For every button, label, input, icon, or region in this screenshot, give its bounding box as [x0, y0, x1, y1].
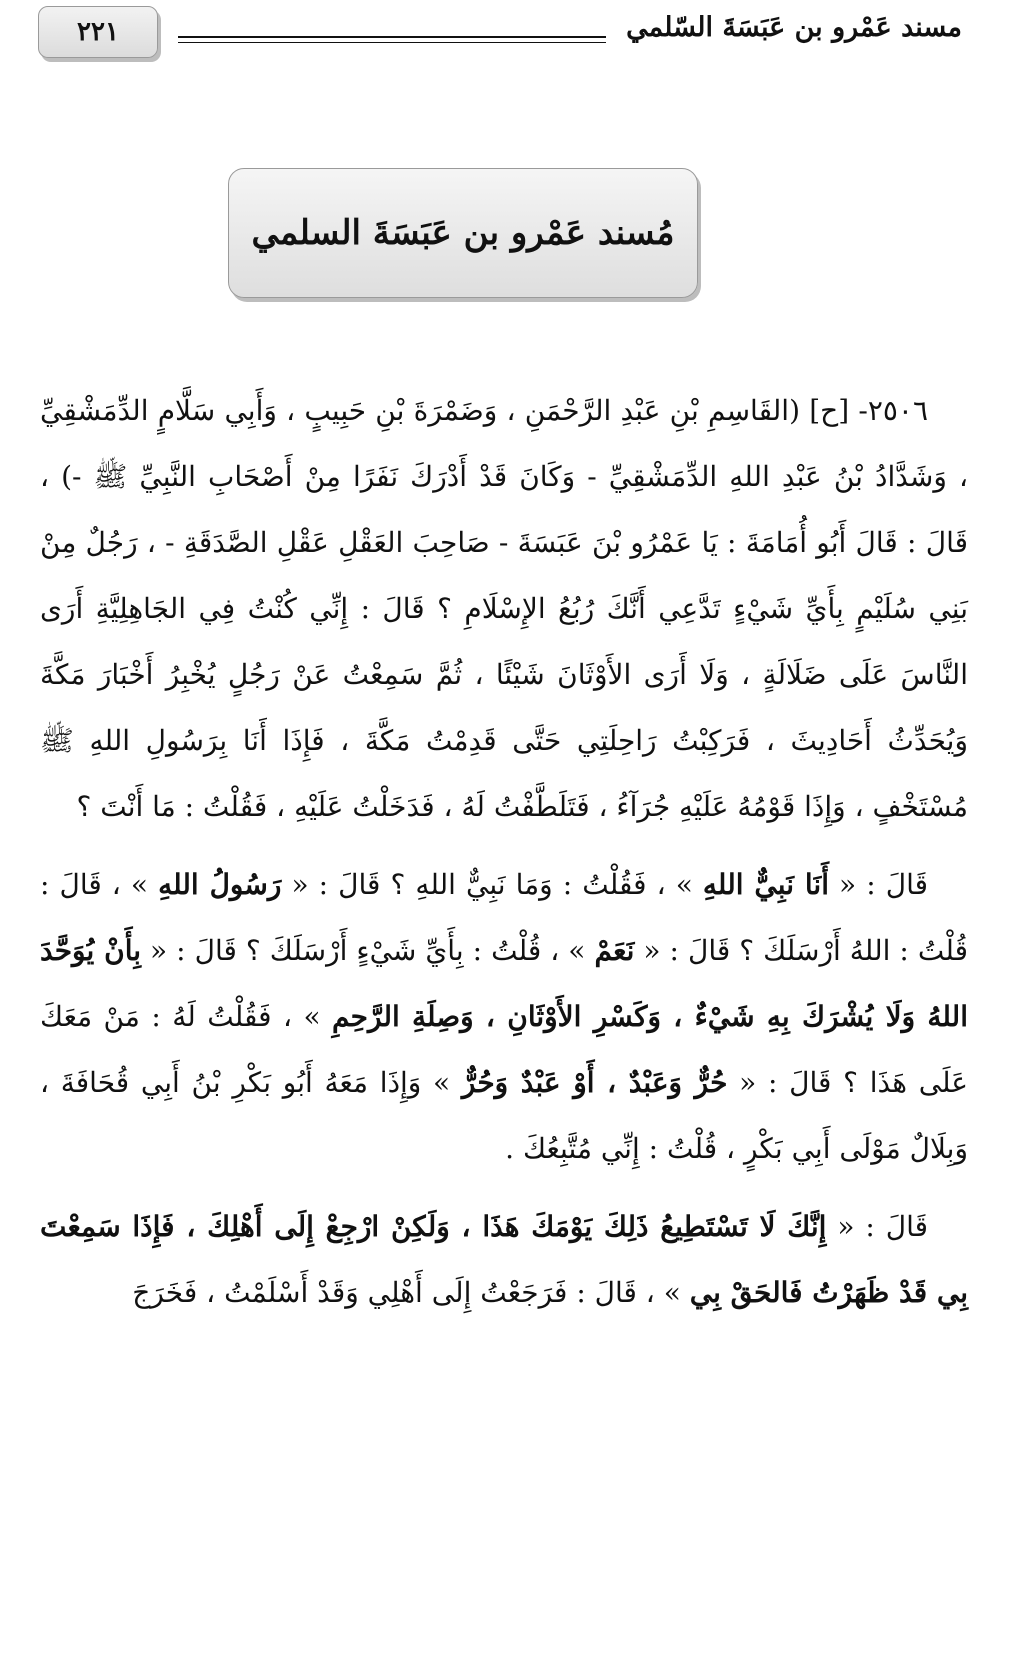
prophet-quote: أَنَا نَبِيٌّ اللهِ: [702, 868, 829, 901]
prophet-quote: رَسُولُ اللهِ: [158, 868, 282, 901]
paragraph: [40, 378, 968, 840]
page-number: ٢٢١: [77, 17, 119, 47]
hadith-text: [40, 378, 968, 1338]
prophet-quote: حُرٌّ وَعَبْدٌ ، أَوْ عَبْدٌ وَحُرٌّ: [461, 1066, 728, 1099]
paragraph: [40, 1194, 968, 1326]
paragraph-text: » وَإِذَا مَعَهُ أَبُو بَكْرِ بْنُ أَبِي قُحَافَةَ ، وَبِلَالٌ مَوْلَى أَبِي بَكْرٍ ، قُلْتُ : إِنِّي مُتَّبِعُكَ .: [40, 1066, 968, 1165]
chapter-title: مُسند عَمْرو بن عَبَسَةَ السلمي: [251, 213, 675, 253]
paragraph-text: » ، قَالَ : قُلْتُ : اللهُ أَرْسَلَكَ ؟ قَالَ : «: [40, 868, 968, 967]
prophet-quote: بِأَنْ يُوَحَّدَ اللهُ وَلَا يُشْرَكَ بِهِ شَيْءٌ ، وَكَسْرِ الأَوْثَانِ ، وَصِلَةِ الرَّحِمِ: [40, 934, 968, 1033]
prophet-quote: نَعَمْ: [594, 934, 635, 967]
page-number-box: [38, 6, 158, 58]
paragraph-text: ٢٥٠٦- [ح] (القَاسِمِ بْنِ عَبْدِ الرَّحْمَنِ ، وَضَمْرَةَ بْنِ حَبِيبٍ ، وَأَبِي سَلَّامٍ الدِّمَشْقِيِّ ، وَشَدَّادُ بْنُ عَبْدِ اللهِ الدِّمَشْقِيِّ - وَكَانَ قَدْ أَدْرَكَ نَفَرًا مِنْ أَصْحَابِ النَّبِيِّ ﷺ -) ، قَالَ : قَالَ أَبُو أُمَامَةَ : يَا عَمْرُو بْنَ عَبَسَةَ - صَاحِبَ العَقْلِ عَقْلِ الصَّدَقَةِ - ، رَجُلٌ مِنْ بَنِي سُلَيْمٍ بِأَيِّ شَيْءٍ تَدَّعِي أَنَّكَ رُبُعُ الإِسْلَامِ ؟ قَالَ : إِنِّي كُنْتُ فِي الجَاهِلِيَّةِ أَرَى النَّاسَ عَلَى ضَلَالَةٍ ، وَلَا أَرَى الأَوْثَانَ شَيْئًا ، ثُمَّ سَمِعْتُ عَنْ رَجُلٍ يُخْبِرُ أَخْبَارَ مَكَّةَ وَيُحَدِّثُ أَحَادِيثَ ، فَرَكِبْتُ رَاحِلَتِي حَتَّى قَدِمْتُ مَكَّةَ ، فَإِذَا أَنَا بِرَسُولِ اللهِ ﷺ مُسْتَخْفٍ ، وَإِذَا قَوْمُهُ عَلَيْهِ جُرَآءُ ، فَتَلَطَّفْتُ لَهُ ، فَدَخَلْتُ عَلَيْهِ ، فَقُلْتُ : مَا أَنْتَ ؟: [40, 394, 968, 823]
paragraph-text: » ، فَقُلْتُ : وَمَا نَبِيٌّ اللهِ ؟ قَالَ : «: [281, 868, 703, 901]
paragraph-text: » ، فَقُلْتُ لَهُ : مَنْ مَعَكَ عَلَى هَذَا ؟ قَالَ : «: [40, 1000, 969, 1099]
paragraph-text: قَالَ : «: [826, 1210, 928, 1243]
paragraph-text: قَالَ : «: [829, 868, 928, 901]
header-rule: [178, 36, 606, 38]
paragraph-text: » ، قَالَ : فَرَجَعْتُ إِلَى أَهْلِي وَقَدْ أَسْلَمْتُ ، فَخَرَجَ: [132, 1276, 690, 1309]
prophet-quote: إِنَّكَ لَا تَسْتَطِيعُ ذَلِكَ يَوْمَكَ هَذَا ، وَلَكِنْ ارْجِعْ إِلَى أَهْلِكَ ، فَإِذَا سَمِعْتَ بِي قَدْ ظَهَرْتُ فَالحَقْ بِي: [40, 1210, 968, 1309]
running-header-title: مسند عَمْرو بن عَبَسَةَ السّلمي: [626, 12, 962, 43]
paragraph-text: » ، قُلْتُ : بِأَيِّ شَيْءٍ أَرْسَلَكَ ؟ قَالَ : «: [141, 934, 595, 967]
header-rule-thin: [178, 42, 606, 43]
paragraph: [40, 852, 968, 1182]
chapter-title-box: [228, 168, 698, 298]
